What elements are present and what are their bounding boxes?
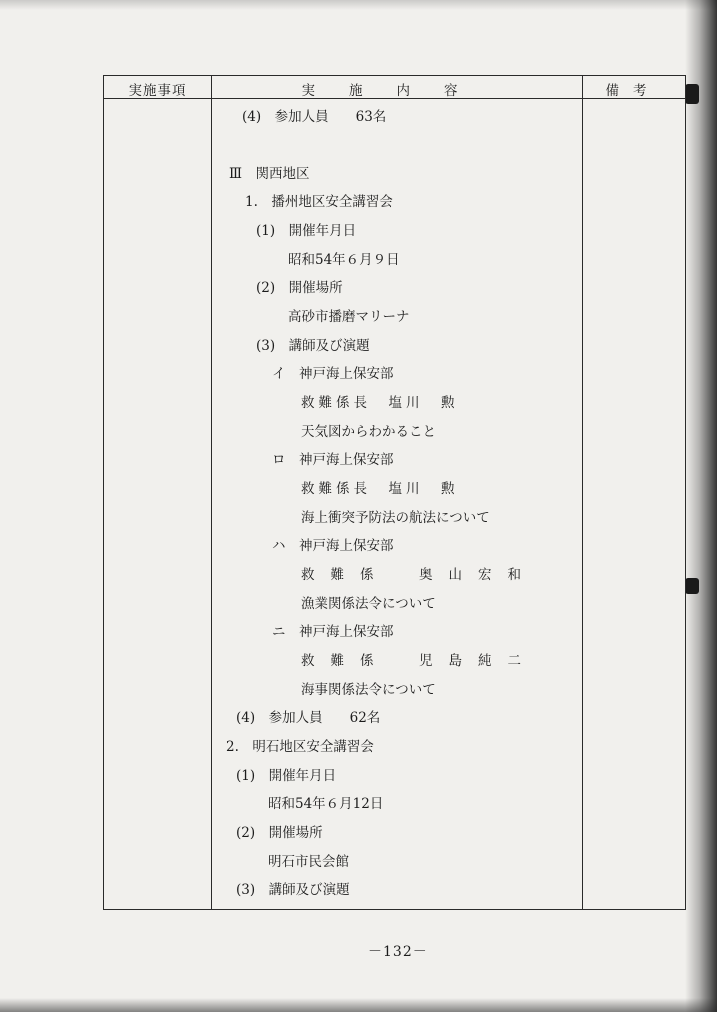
lecturer-name: 救難係 奥山宏和: [301, 567, 537, 583]
scan-shadow-top: [0, 0, 717, 10]
column-divider-1: [211, 76, 212, 909]
header-implementation-item: 実施事項: [128, 83, 187, 99]
lecturer-org: ニ 神戸海上保安部: [272, 624, 394, 640]
item-label: (2) 開催場所: [236, 825, 323, 841]
item-value: 高砂市播磨マリーナ: [288, 309, 410, 325]
lecture-title: 天気図からわかること: [301, 424, 436, 440]
lecturer-org: イ 神戸海上保安部: [272, 366, 394, 382]
item-label: (1) 開催年月日: [236, 768, 337, 784]
item-value: 明石市民会館: [268, 854, 349, 870]
lecturer-org: ロ 神戸海上保安部: [272, 452, 394, 468]
binding-mark-lower: [685, 578, 699, 594]
lecture-title: 海上衝突予防法の航法について: [301, 510, 490, 526]
item-value: 昭和54年６月９日: [288, 252, 400, 268]
scan-shadow-bottom: [0, 998, 717, 1012]
item-label: (3) 講師及び演題: [256, 338, 370, 354]
lecturer-org: ハ 神戸海上保安部: [272, 538, 394, 554]
lecturer-name: 救難係長 塩川 勲: [301, 395, 459, 411]
lecturer-name: 救難係長 塩川 勲: [301, 481, 459, 497]
item-value: 昭和54年６月12日: [268, 796, 384, 812]
scan-shadow-right: [685, 0, 717, 1012]
page-number: －132－: [368, 944, 428, 960]
item-label: (2) 開催場所: [256, 280, 343, 296]
column-divider-2: [582, 76, 583, 909]
lecturer-name: 救難係 児島純二: [301, 653, 537, 669]
subsection-heading: 2. 明石地区安全講習会: [226, 739, 374, 755]
participants-line: (4) 参加人員 62名: [236, 710, 381, 726]
section-heading: Ⅲ 関西地区: [229, 166, 310, 182]
binding-mark-upper: [685, 84, 699, 104]
lecture-title: 海事関係法令について: [301, 682, 436, 698]
header-remarks: 備考: [605, 83, 661, 99]
header-implementation-content: 実施内容: [301, 83, 492, 99]
item-label: (1) 開催年月日: [256, 223, 357, 239]
subsection-heading: 1. 播州地区安全講習会: [245, 194, 393, 210]
participants-line: (4) 参加人員 63名: [242, 109, 387, 125]
report-table: [103, 75, 686, 910]
lecture-title: 漁業関係法令について: [301, 596, 436, 612]
item-label: (3) 講師及び演題: [236, 882, 350, 898]
